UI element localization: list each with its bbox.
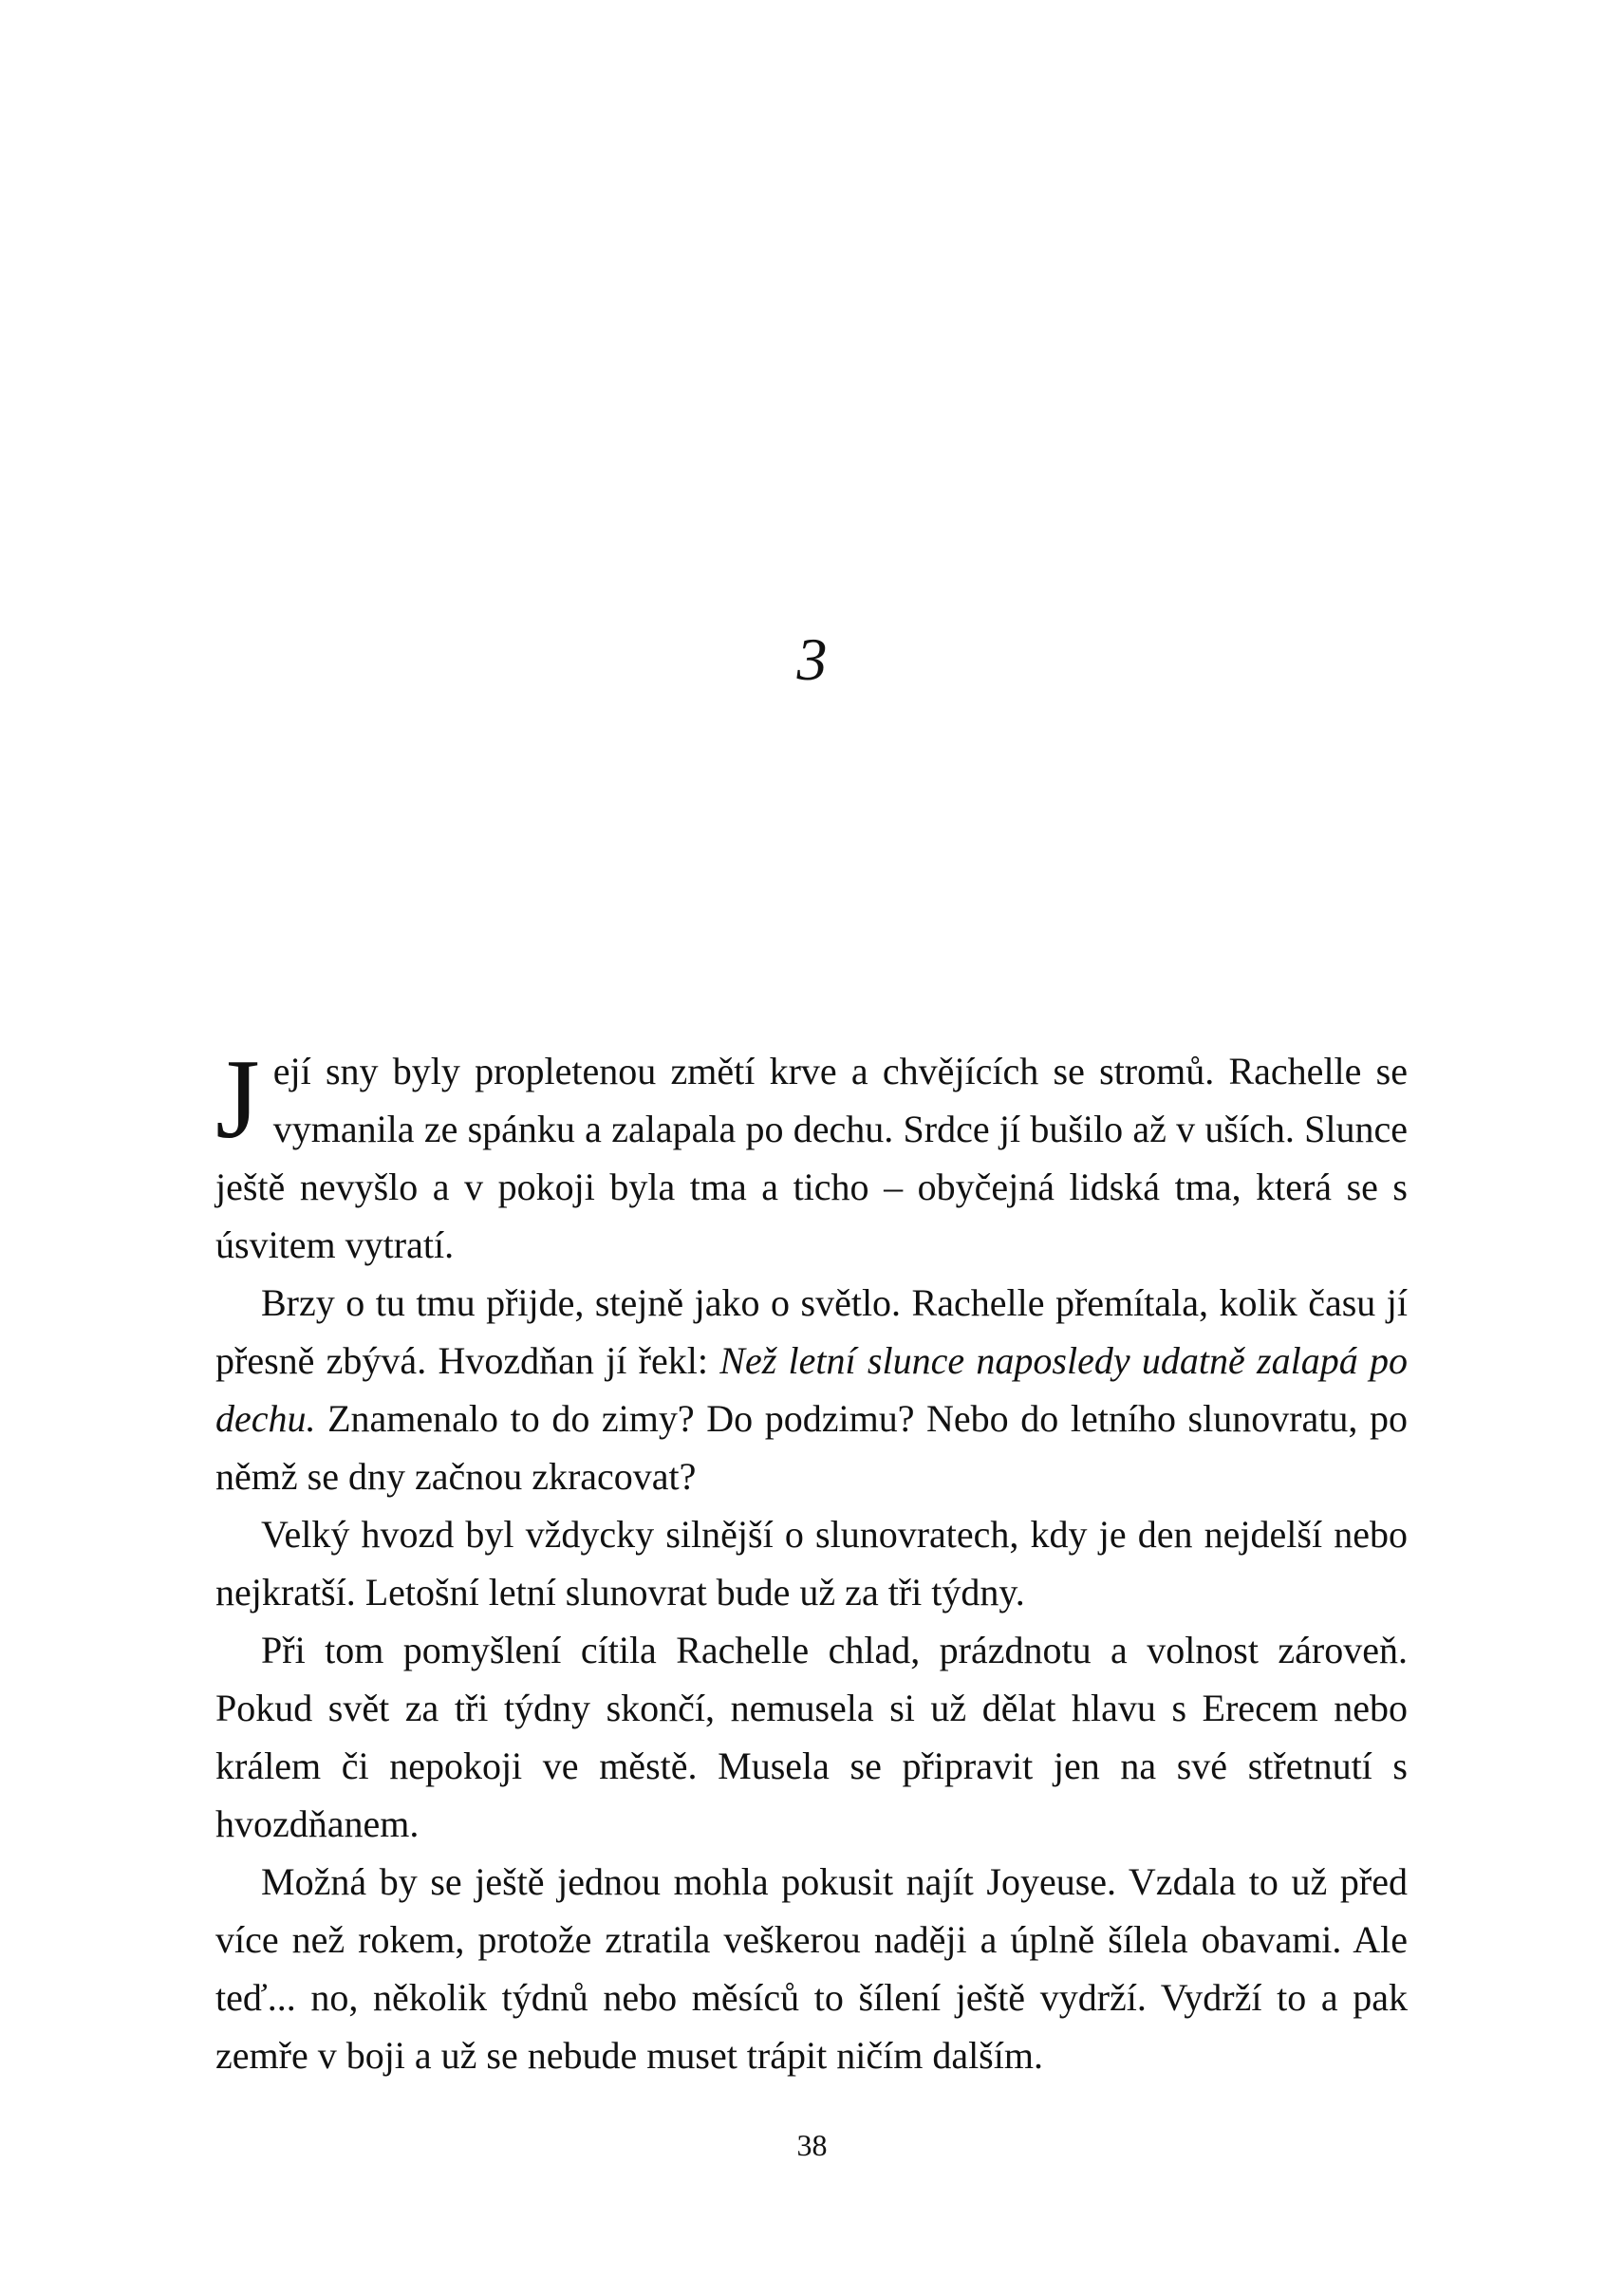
paragraph-text: Při tom pomyšlení cítila Rachelle chlad, prázdnotu a volnost zároveň. Pokud svět za tři týdny skončí, nemusela si už dělat hlavu s Erecem nebo králem či nepokoji ve městě. Musela se připravit jen na své střetnutí s hvozdňanem. — [215, 1629, 1408, 1845]
paragraph-text: Znamenalo to do zimy? Do podzimu? Nebo do letního slunovratu, po němž se dny začnou zkracovat? — [215, 1397, 1408, 1498]
paragraph-text: Brzy o tu tmu přijde, stejně jako o světlo. Rachelle přemítala, kolik času jí přesně zbývá. Hvozdňan jí řekl: — [215, 1281, 1408, 1382]
paragraph-text: ejí sny byly propletenou změtí krve a chvějících se stromů. Rachelle se vymanila ze spánku a zalapala po dechu. Srdce jí bušilo až v uších. Slunce ještě nevyšlo a v pokoji byla tma a ticho – obyčejná lidská tma, která se s úsvitem vytratí. — [215, 1050, 1408, 1266]
body-text — [215, 1036, 1409, 2084]
paragraph — [215, 1274, 1408, 1505]
chapter-number: 3 — [796, 625, 828, 693]
paragraph-text: Velký hvozd byl vždycky silnější o slunovratech, kdy je den nejdelší nebo nejkratší. Letošní letní slunovrat bude už za tři týdny. — [215, 1513, 1408, 1614]
paragraph — [215, 1853, 1408, 2084]
italic-quote: Než letní slunce naposledy udatně zalapá po dechu. — [215, 1339, 1409, 1440]
paragraph — [215, 1036, 1408, 1274]
paragraph — [215, 1621, 1408, 1853]
paragraph-text: Možná by se ještě jednou mohla pokusit najít Joyeuse. Vzdala to už před více než rokem, protože ztratila veškerou naději a úplně šílela obavami. Ale teď... no, několik týdnů nebo měsíců to šílení ještě vydrží. Vydrží to a pak zemře v boji a už se nebude muset trápit ničím dalším. — [215, 1860, 1408, 2077]
drop-cap: J — [215, 1036, 260, 1162]
paragraph — [215, 1505, 1408, 1621]
page-number: 38 — [796, 2128, 828, 2162]
